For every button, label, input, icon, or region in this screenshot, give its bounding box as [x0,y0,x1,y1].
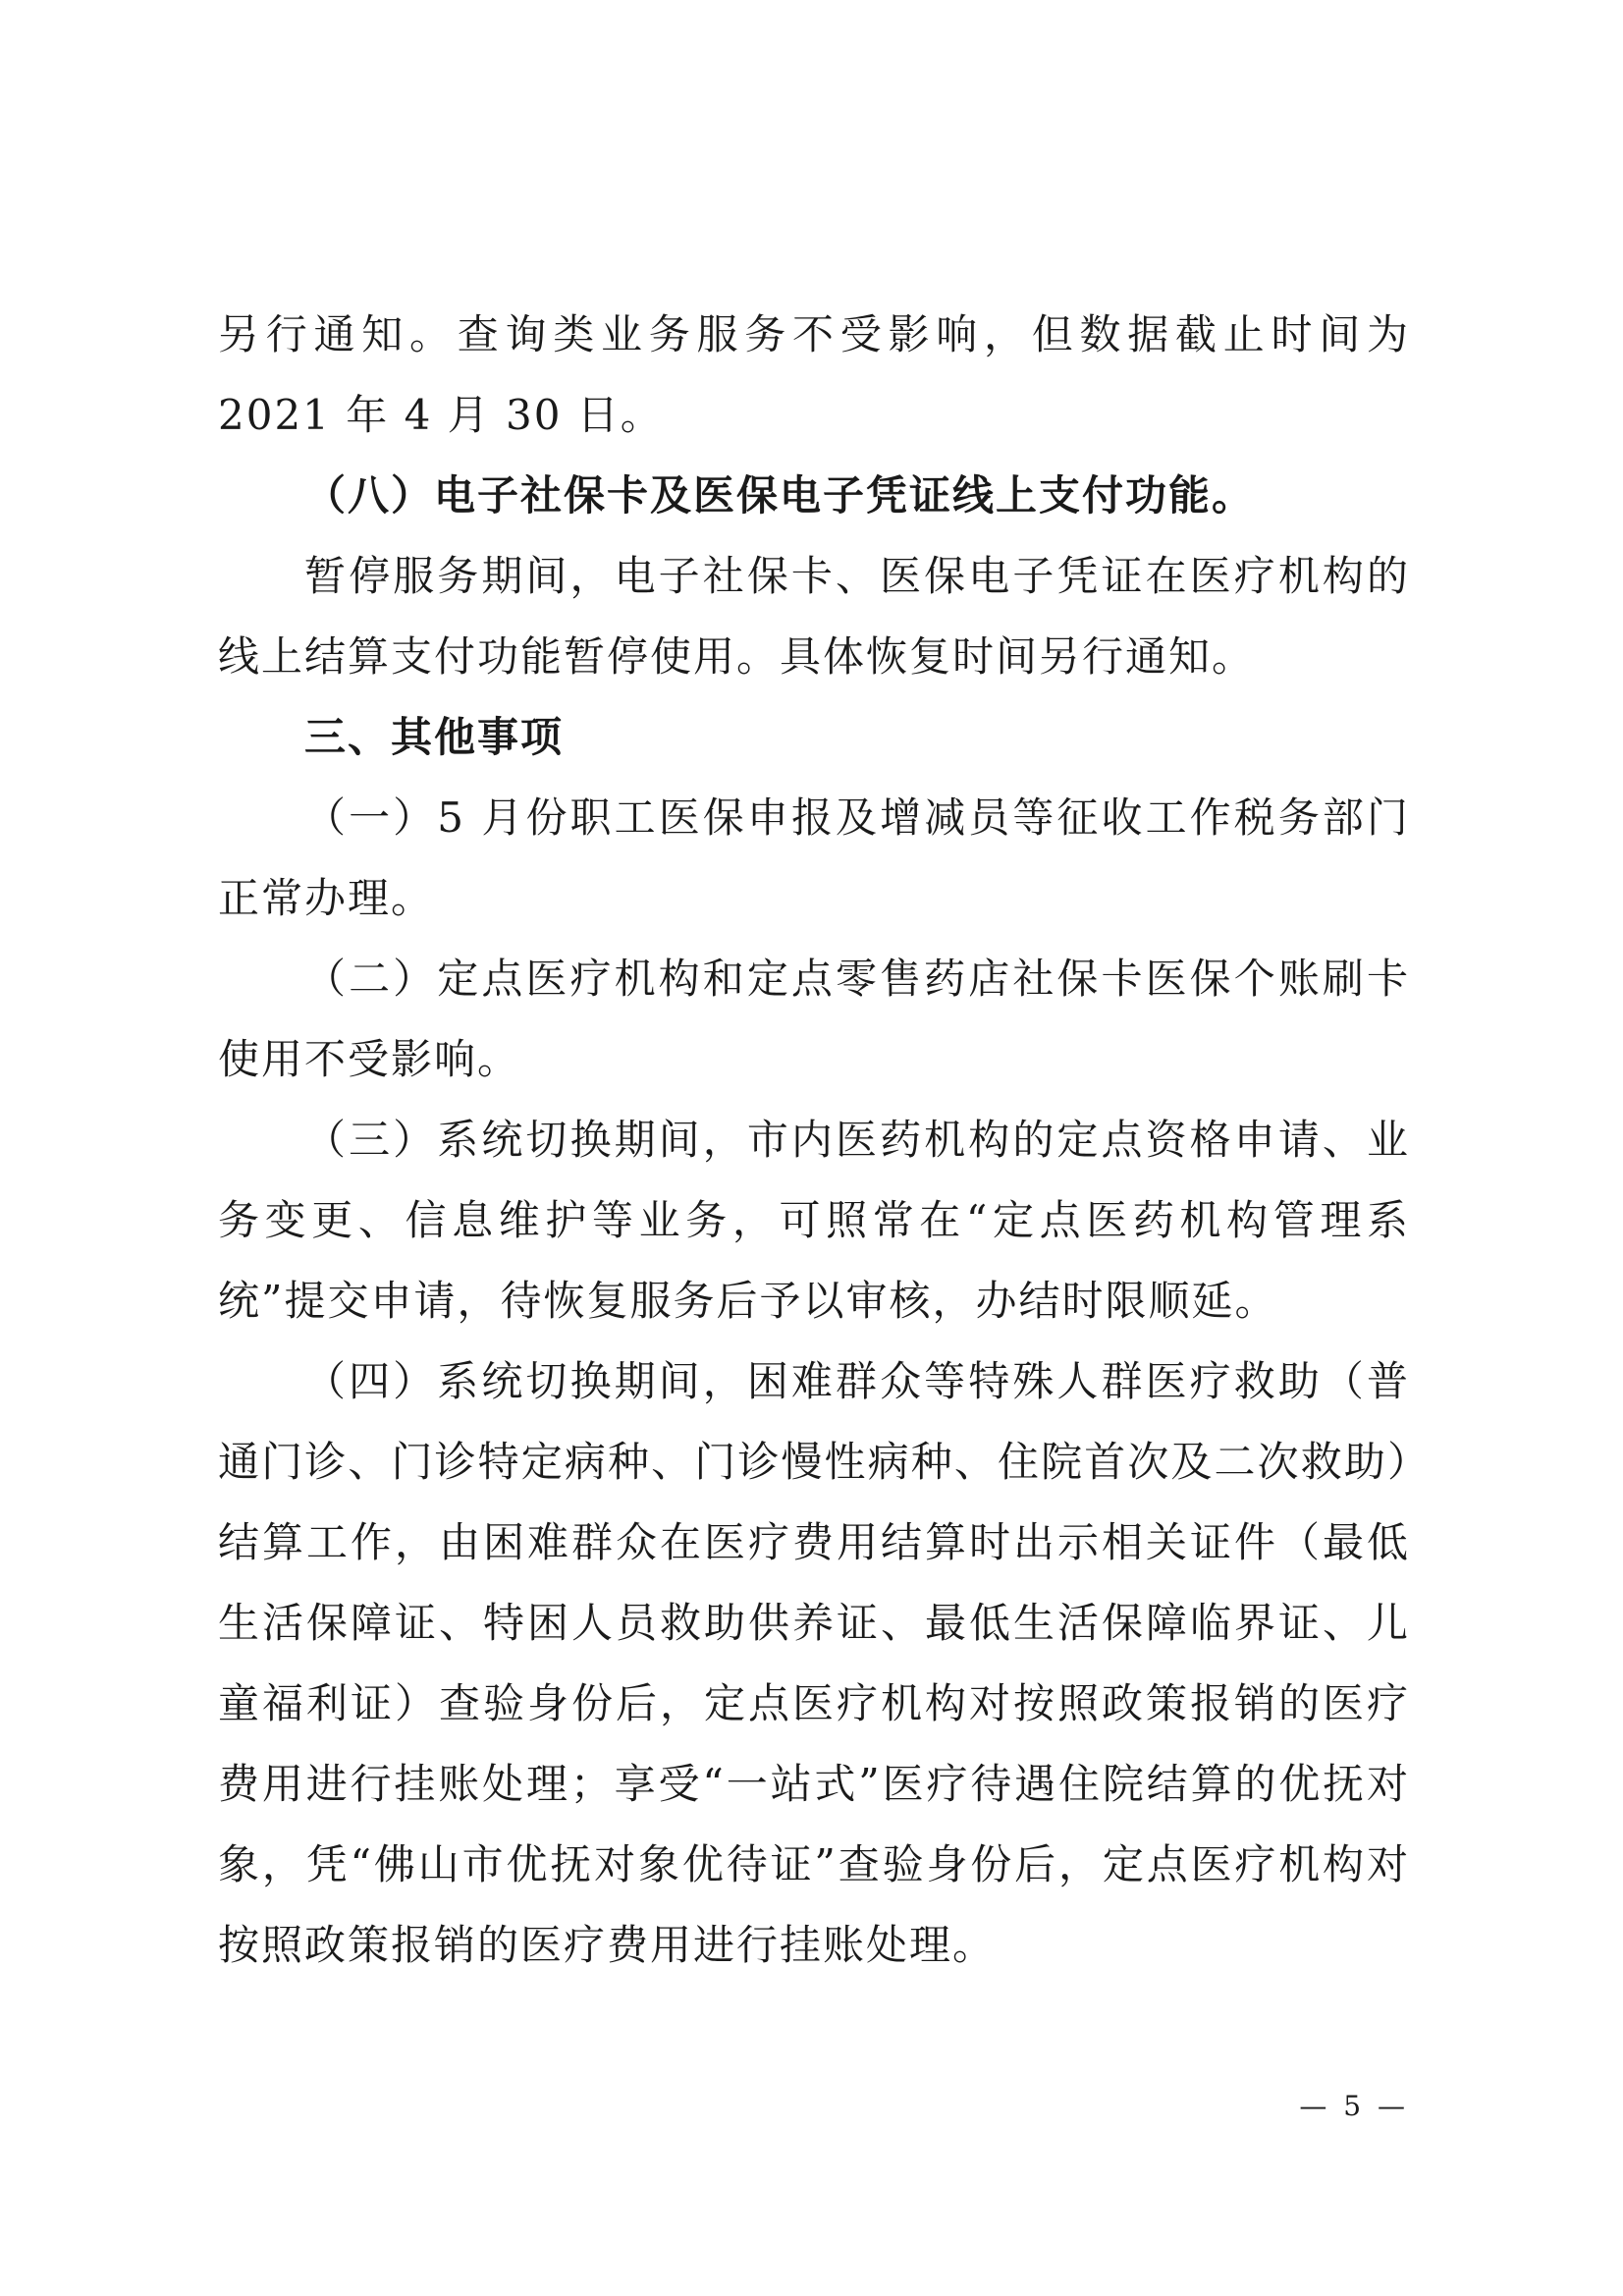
paragraph-item-2: （二）定点医疗机构和定点零售药店社保卡医保个账刷卡使用不受影响。 [218,955,1410,1083]
subsection-heading-8: （八）电子社保卡及医保电子凭证线上支付功能。 [304,471,1256,519]
paragraph-continuation: 另行通知。查询类业务服务不受影响，但数据截止时间为 2021 年 4 月 30 日。 [218,310,1410,439]
paragraph-suspension-notice: 暂停服务期间，电子社保卡、医保电子凭证在医疗机构的线上结算支付功能暂停使用。具体恢复时间另行通知。 [218,552,1410,681]
section-heading-3: 三、其他事项 [304,713,565,761]
paragraph-item-3: （三）系统切换期间，市内医药机构的定点资格申请、业务变更、信息维护等业务，可照常在“定点医药机构管理系统”提交申请，待恢复服务后予以审核，办结时限顺延。 [218,1116,1410,1325]
paragraph-item-1: （一）5 月份职工医保申报及增减员等征收工作税务部门正常办理。 [218,793,1410,922]
document-body [218,295,1410,1986]
page-number: — 5 — [1299,2090,1409,2122]
paragraph-item-4: （四）系统切换期间，困难群众等特殊人群医疗救助（普通门诊、门诊特定病种、门诊慢性病种、住院首次及二次救助）结算工作，由困难群众在医疗费用结算时出示相关证件（最低生活保障证、特困人员救助供养证、最低生活保障临界证、儿童福利证）查验身份后，定点医疗机构对按照政策报销的医疗费用进行挂账处理；享受“一站式”医疗待遇住院结算的优抚对象，凭“佛山市优抚对象优待证”查验身份后，定点医疗机构对按照政策报销的医疗费用进行挂账处理。 [218,1357,1410,1969]
